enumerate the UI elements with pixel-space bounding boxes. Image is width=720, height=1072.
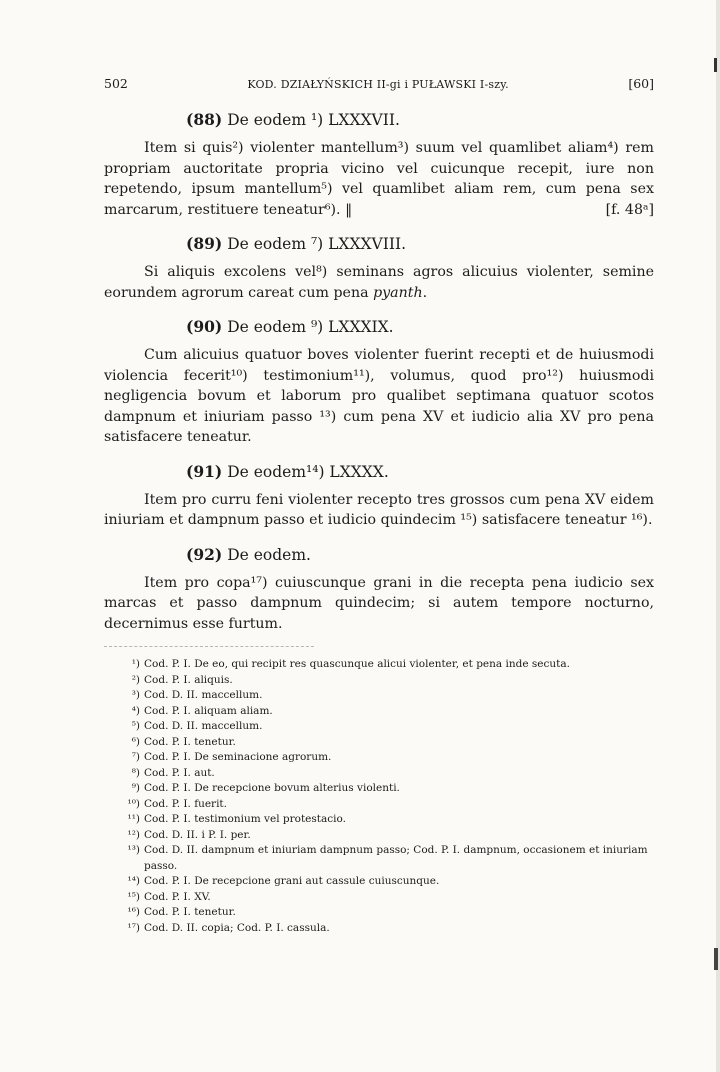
footnote: ¹⁶) Cod. P. I. tenetur. — [127, 906, 236, 918]
footnote: ³) Cod. D. II. maccellum. — [131, 689, 263, 701]
section-heading: (90) De eodem ⁹) LXXXIX. — [186, 317, 394, 336]
footnotes — [104, 657, 654, 936]
section-text: Item pro copa¹⁷) cuiuscunque grani in die recepta pena iudicio sex marcas et passo dampnum quindecim; si autem tempore nocturno, decernimus esse furtum. — [104, 574, 654, 632]
footnote: ⁷) Cod. P. I. De seminacione agrorum. — [131, 751, 332, 763]
running-title: KOD. DZIAŁYŃSKICH II-gi i PUŁAWSKI I-szy. — [247, 78, 509, 91]
margin-mark — [714, 948, 718, 970]
footnote: ¹⁰) Cod. P. I. fuerit. — [127, 797, 227, 810]
footnote: ¹³) Cod. D. II. dampnum et iniuriam dampnum passo; Cod. P. I. dampnum, occasionem et iniuriam passo. — [127, 844, 648, 872]
section-heading: (89) De eodem ⁷) LXXXVIII. — [186, 234, 407, 253]
footnote: ⁴) Cod. P. I. aliquam aliam. — [131, 704, 273, 717]
footnote-separator — [104, 646, 314, 647]
footnote: ⁹) Cod. P. I. De recepcione bovum alterius violenti. — [131, 782, 400, 794]
page-number: 502 — [104, 76, 128, 91]
footnote: ¹⁷) Cod. D. II. copia; Cod. P. I. cassula. — [127, 921, 330, 934]
bracket-ref: [60] — [628, 76, 654, 91]
section-text: Item si quis²) violenter mantellum³) suum vel quamlibet aliam⁴) rem propriam auctoritate propria vicino vel cuicunque recepit, iure non repetendo, ipsum mantellum⁵) vel quamlibet aliam rem, cum pena sex marcarum, restituere teneatur⁶). ‖ [f. 48ᵃ] — [104, 138, 654, 220]
running-header — [104, 76, 654, 96]
section-text: Si aliquis excolens vel⁸) seminans agros alicuius violenter, semine eorundem agrorum careat cum pena pyanth. — [104, 264, 654, 301]
margin-mark — [714, 58, 717, 72]
page-edge — [716, 0, 720, 1072]
section-text: Item pro curru feni violenter recepto tres grossos cum pena XV eidem iniuriam et dampnum passo et iudicio quindecim ¹⁵) satisfacere teneatur ¹⁶). — [104, 491, 654, 528]
footnote: ¹⁴) Cod. P. I. De recepcione grani aut cassule cuiuscunque. — [127, 875, 440, 887]
footnote: ²) Cod. P. I. aliquis. — [131, 673, 233, 686]
footnote: ⁵) Cod. D. II. maccellum. — [131, 720, 263, 732]
section-text: Cum alicuius quatuor boves violenter fuerint recepti et de huiusmodi violencia fecerit¹⁰) testimonium¹¹), volumus, quod pro¹²) huiusmodi negligencia bovum et laborum pro qualibet septimana quatuor scotos dampnum et iniuriam passo ¹³) cum pena XV et iudicio alia XV pro pena satisfacere teneatur. — [104, 347, 654, 445]
footnote: ¹) Cod. P. I. De eo, qui recipit res quascunque alicui violenter, et pena inde secuta. — [131, 658, 570, 670]
section-heading: (88) De eodem ¹) LXXXVII. — [186, 110, 400, 129]
footnote: ⁶) Cod. P. I. tenetur. — [131, 735, 236, 748]
footnote: ¹⁵) Cod. P. I. XV. — [127, 890, 211, 903]
section-heading: (92) De eodem. — [186, 544, 311, 564]
footnote: ¹¹) Cod. P. I. testimonium vel protestacio. — [127, 813, 346, 825]
document-page — [104, 76, 654, 936]
section-heading: (91) De eodem¹⁴) LXXXX. — [186, 461, 389, 481]
footnote: ⁸) Cod. P. I. aut. — [131, 766, 215, 779]
footnote: ¹²) Cod. D. II. i P. I. per. — [127, 828, 251, 841]
folio-ref: [f. 48ᵃ] — [605, 201, 654, 218]
